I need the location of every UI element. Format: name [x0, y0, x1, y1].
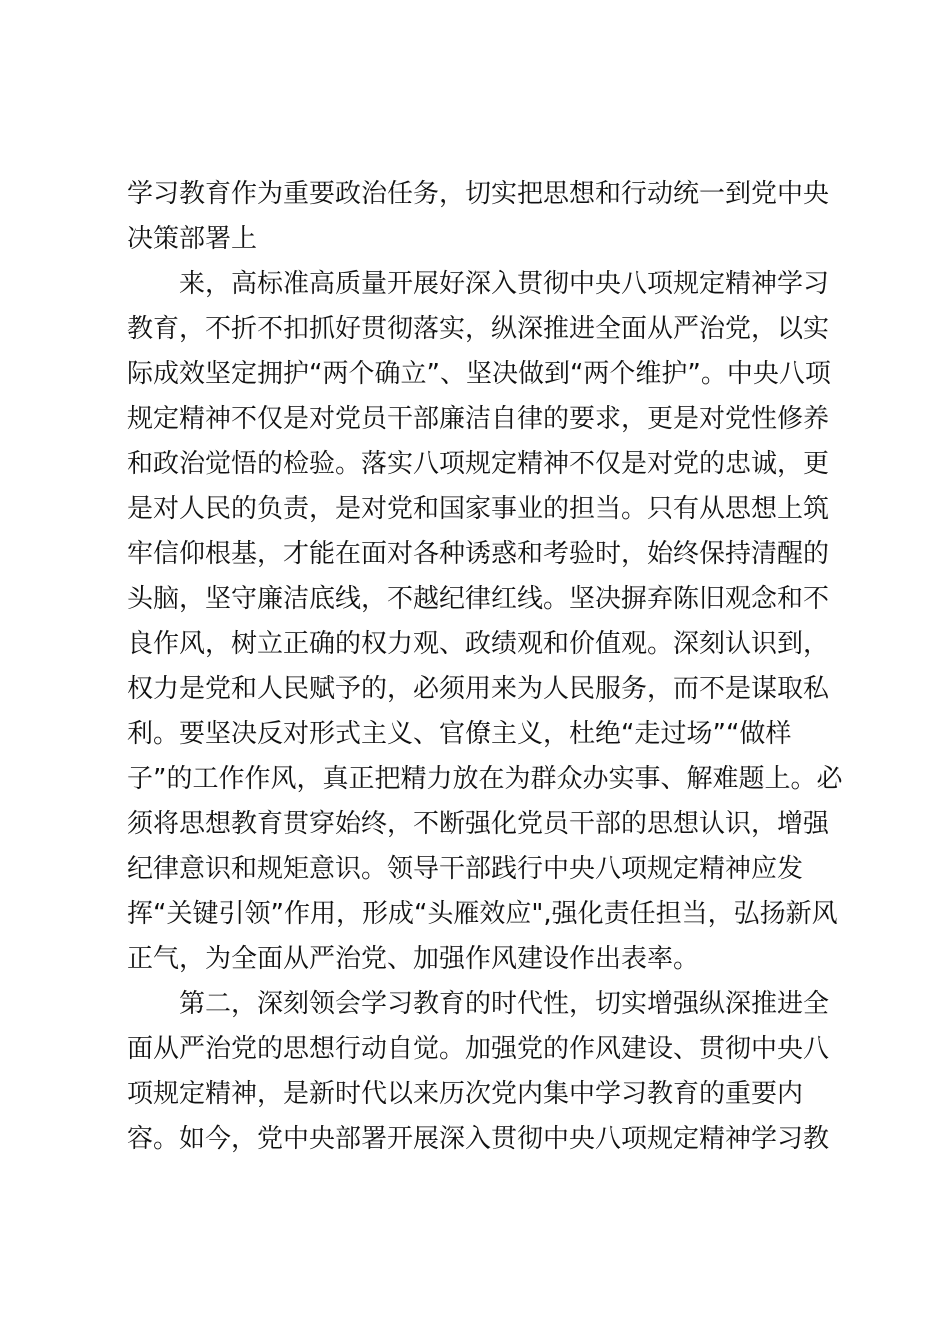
text-line: 面从严治党的思想行动自觉。加强党的作风建设、贯彻中央八 — [127, 1034, 830, 1064]
text-line: 学习教育作为重要政治任务，切实把思想和行动统一到党中央 — [127, 179, 830, 209]
text-line: 正气，为全面从严治党、加强作风建设作出表率。 — [127, 944, 700, 974]
text-line: 牢信仰根基，才能在面对各种诱惑和考验时，始终保持清醒的 — [127, 539, 830, 569]
text-line: 项规定精神，是新时代以来历次党内集中学习教育的重要内 — [127, 1079, 804, 1109]
text-line: 头脑，坚守廉洁底线，不越纪律红线。坚决摒弃陈旧观念和不 — [127, 584, 830, 614]
text-line: 须将思想教育贯穿始终，不断强化党员干部的思想认识，增强 — [127, 809, 830, 839]
text-line: 权力是党和人民赋予的，必须用来为人民服务，而不是谋取私 — [127, 674, 830, 704]
text-line: 利。要坚决反对形式主义、官僚主义，杜绝“走过场”“做样 — [127, 719, 792, 749]
text-line: 挥“关键引领”作用，形成“头雁效应",强化责任担当，弘扬新风 — [127, 899, 838, 929]
text-line: 际成效坚定拥护“两个确立”、坚决做到“两个维护”。中央八项 — [127, 359, 831, 389]
text-line: 是对人民的负责，是对党和国家事业的担当。只有从思想上筑 — [127, 494, 830, 524]
paragraph-first-line: 第二，深刻领会学习教育的时代性，切实增强纵深推进全 — [179, 989, 830, 1019]
text-line: 教育，不折不扣抓好贯彻落实，纵深推进全面从严治党，以实 — [127, 314, 830, 344]
text-line: 和政治觉悟的检验。落实八项规定精神不仅是对党的忠诚，更 — [127, 449, 830, 479]
text-line: 容。如今，党中央部署开展深入贯彻中央八项规定精神学习教 — [127, 1124, 830, 1154]
text-line: 纪律意识和规矩意识。领导干部践行中央八项规定精神应发 — [127, 854, 804, 884]
text-line: 子”的工作作风，真正把精力放在为群众办实事、解难题上。必 — [127, 764, 843, 794]
text-line: 决策部署上 — [127, 224, 258, 254]
text-line: 良作风，树立正确的权力观、政绩观和价值观。深刻认识到， — [127, 629, 830, 659]
paragraph-first-line: 来，高标准高质量开展好深入贯彻中央八项规定精神学习 — [179, 269, 830, 299]
body-text — [127, 172, 843, 1162]
text-line: 规定精神不仅是对党员干部廉洁自律的要求，更是对党性修养 — [127, 404, 830, 434]
